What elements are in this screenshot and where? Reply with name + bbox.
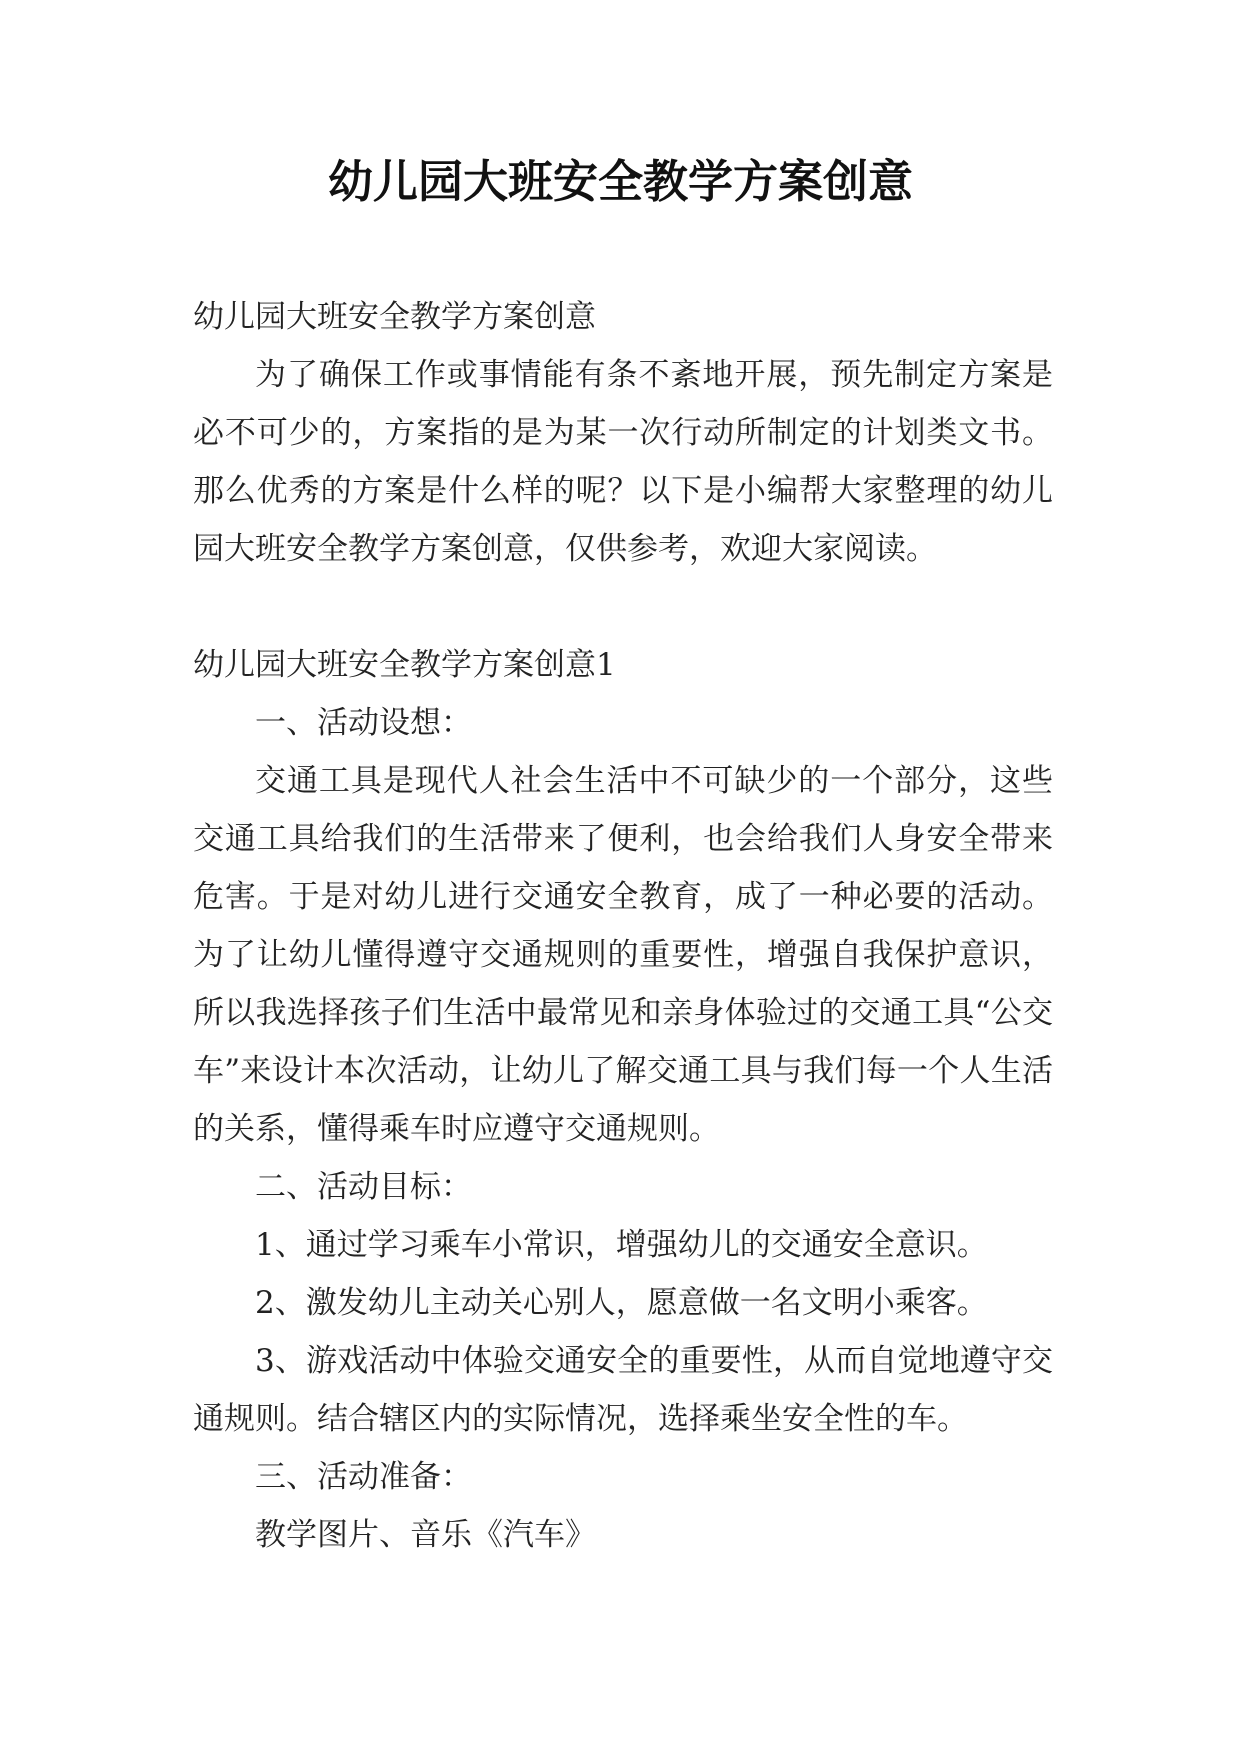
paragraph-intro: 为了确保工作或事情能有条不紊地开展，预先制定方案是必不可少的，方案指的是为某一次行动所制定的计划类文书。那么优秀的方案是什么样的呢？以下是小编帮大家整理的幼儿园大班安全教学方案创意，仅供参考，欢迎大家阅读。 bbox=[193, 357, 1053, 567]
section-heading-plan-1: 幼儿园大班安全教学方案创意1 bbox=[193, 647, 616, 683]
goal-item-3: 3、游戏活动中体验交通安全的重要性，从而自觉地遵守交通规则。结合辖区内的实际情况，选择乘坐安全性的车。 bbox=[193, 1343, 1053, 1437]
heading-activity-goals: 二、活动目标： bbox=[255, 1169, 472, 1205]
goal-item-2: 2、激发幼儿主动关心别人，愿意做一名文明小乘客。 bbox=[255, 1285, 988, 1321]
heading-activity-idea: 一、活动设想： bbox=[255, 705, 472, 741]
document-title: 幼儿园大班安全教学方案创意 bbox=[327, 155, 913, 208]
paragraph-activity-idea: 交通工具是现代人社会生活中不可缺少的一个部分，这些交通工具给我们的生活带来了便利，也会给我们人身安全带来危害。于是对幼儿进行交通安全教育，成了一种必要的活动。为了让幼儿懂得遵守交通规则的重要性，增强自我保护意识，所以我选择孩子们生活中最常见和亲身体验过的交通工具“公交车”来设计本次活动，让幼儿了解交通工具与我们每一个人生活的关系，懂得乘车时应遵守交通规则。 bbox=[193, 763, 1053, 1147]
goal-item-1: 1、通过学习乘车小常识，增强幼儿的交通安全意识。 bbox=[255, 1227, 988, 1263]
paragraph-preparation: 教学图片、音乐《汽车》 bbox=[255, 1517, 596, 1553]
paragraph-subtitle: 幼儿园大班安全教学方案创意 bbox=[193, 299, 596, 335]
heading-activity-preparation: 三、活动准备： bbox=[255, 1459, 472, 1495]
document-body bbox=[193, 288, 1053, 1564]
